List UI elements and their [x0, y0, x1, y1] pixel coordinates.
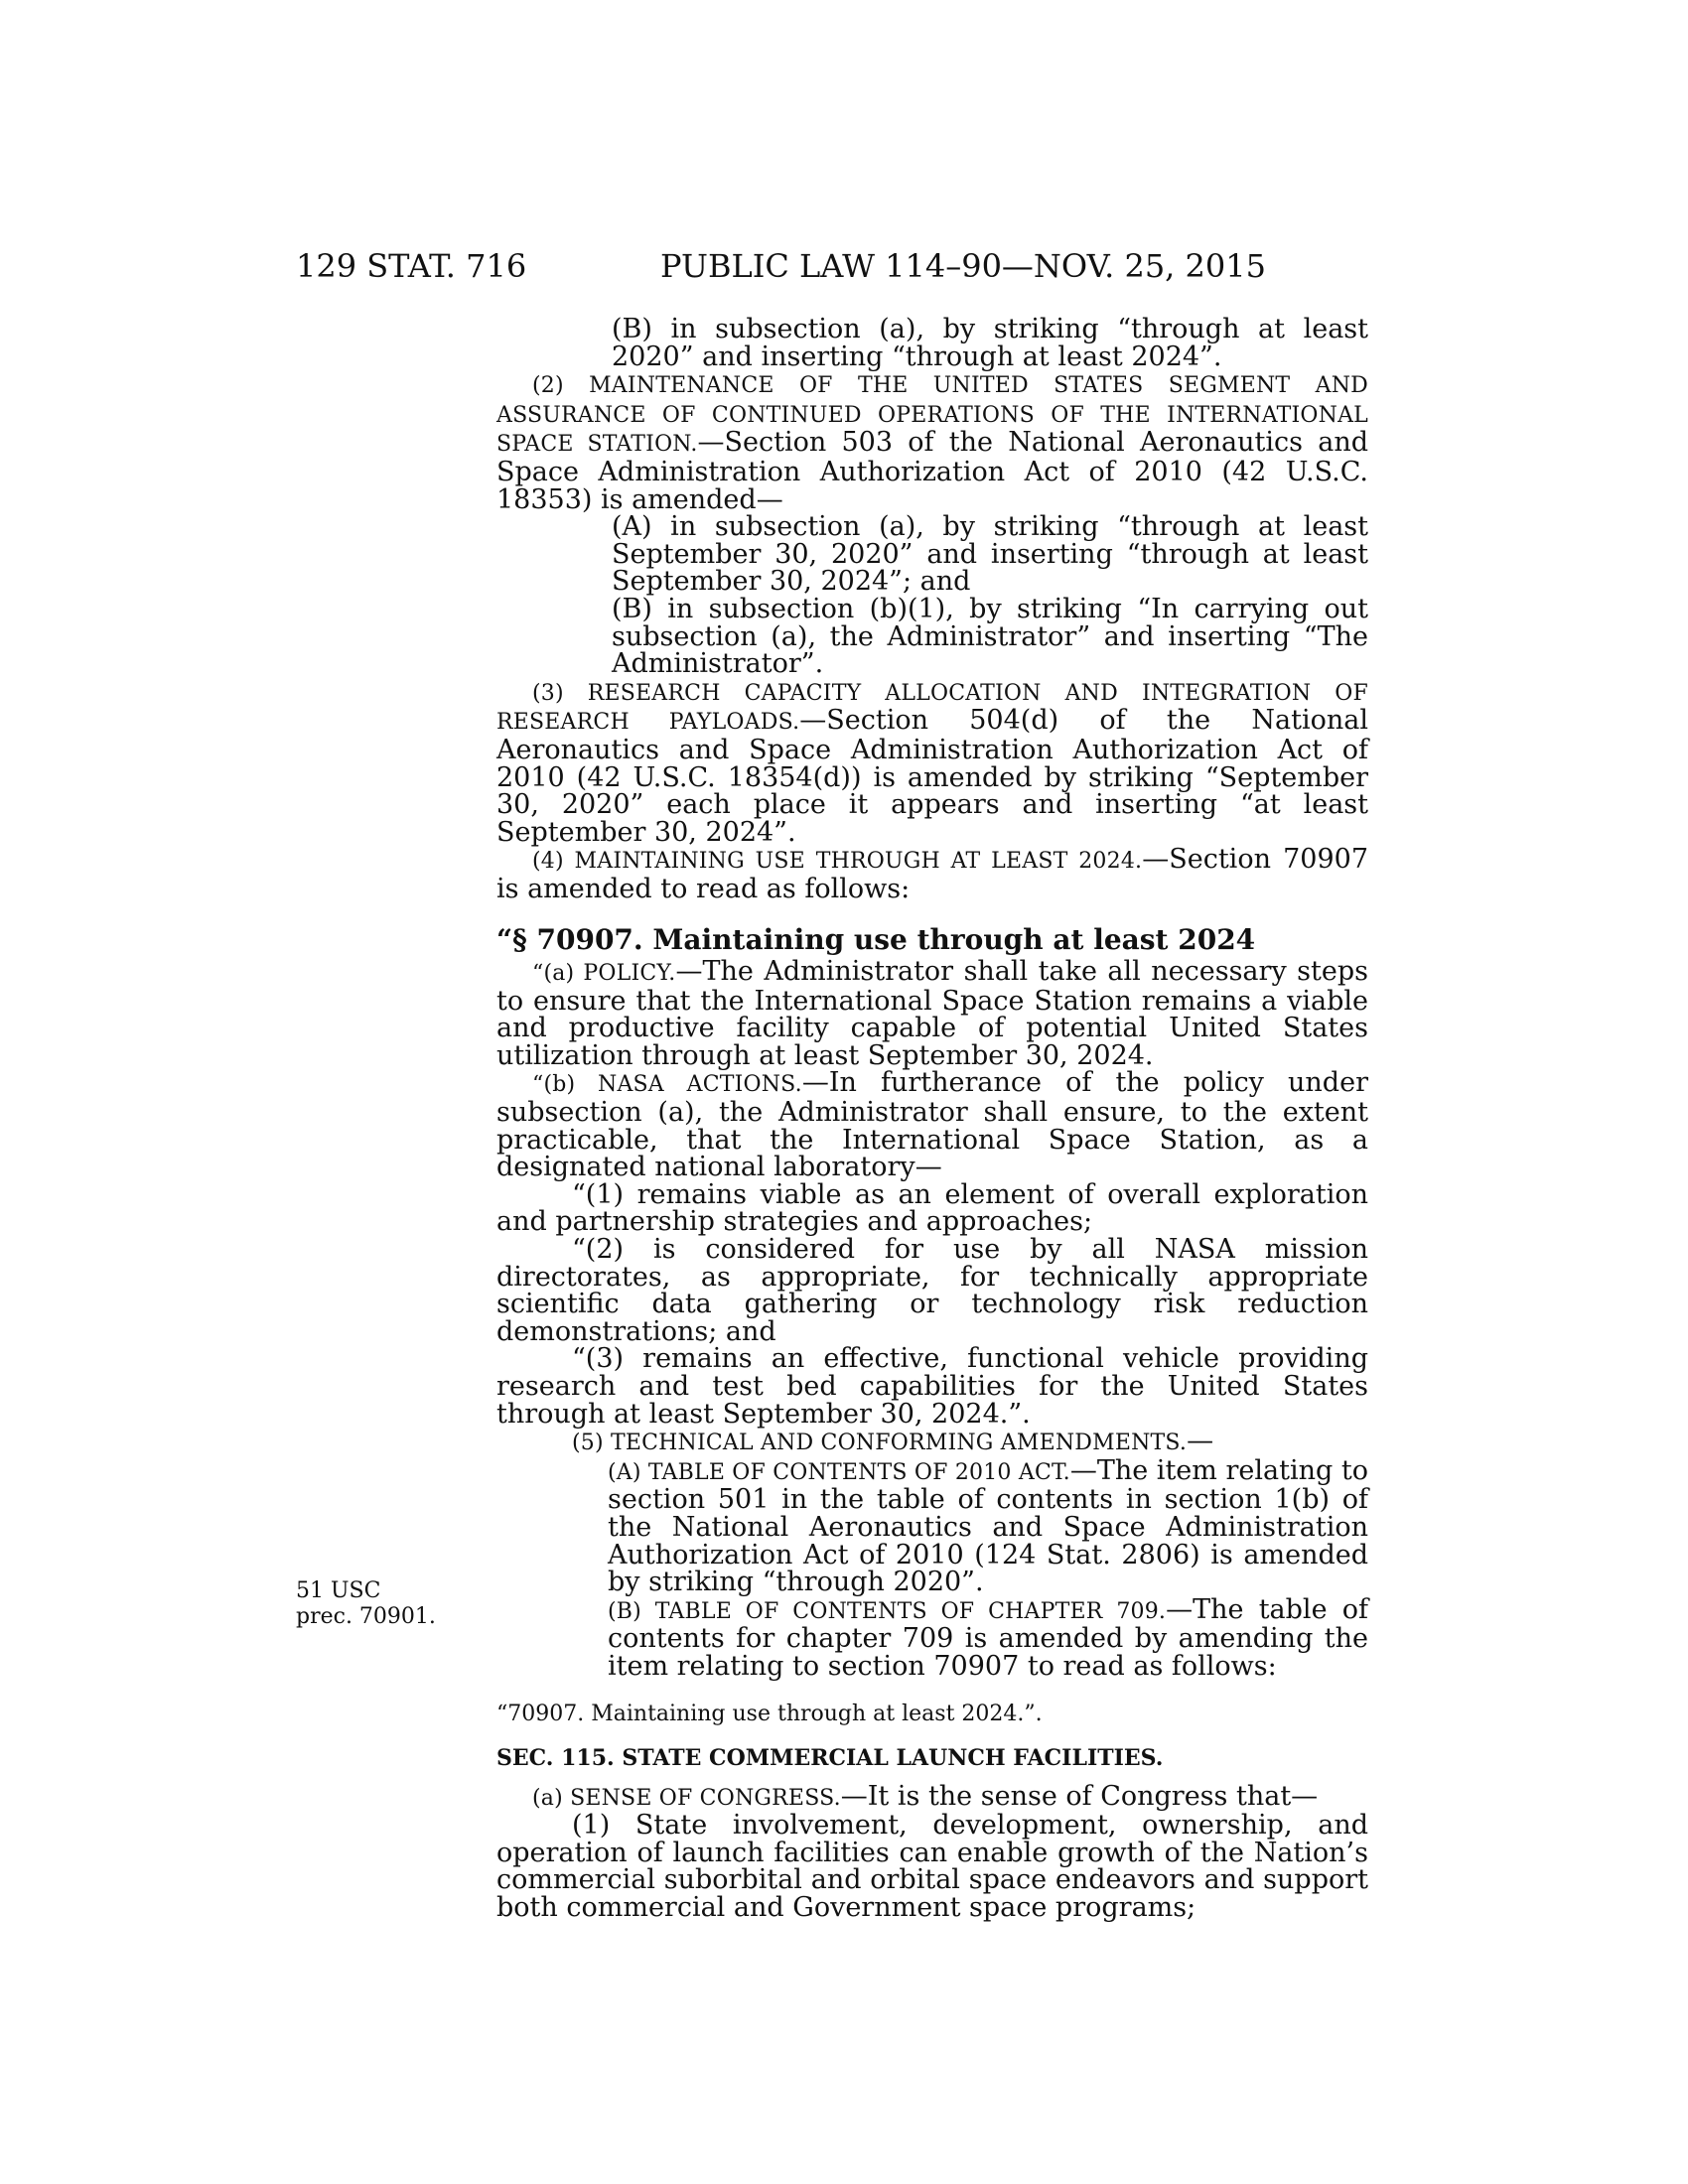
paragraph-text: —Section 70907 is amended to read as follows:: [496, 844, 1369, 904]
paragraph-heading: (3) RESEARCH CAPACITY ALLOCATION AND INTEGRATION OF RESEARCH PAYLOADS.: [496, 680, 1368, 736]
paragraph-heading: (4) MAINTAINING USE THROUGH AT LEAST 2024.: [532, 849, 1143, 875]
paragraph-5-technical-amendments: [496, 1428, 1368, 1457]
paragraph-text: —Section 504(d) of the National Aeronautics and Space Administration Authorization Act of 2010 (42 U.S.C. 18354(d)) is amended by striking “September 30, 2020” each place it appears and inserting “at least September 30, 2024”.: [496, 705, 1368, 848]
statute-page-number: 129 STAT. 716: [296, 247, 527, 285]
clause-heading: (B) TABLE OF CONTENTS OF CHAPTER 709.: [608, 1598, 1167, 1624]
subsection-heading: “(a) POLICY.: [532, 961, 676, 987]
paragraph-text: —Section 503 of the National Aeronautics and Space Administration Authorization Act of 2010 (42 U.S.C. 18353) is amended—: [496, 427, 1368, 515]
section-115-heading: SEC. 115. STATE COMMERCIAL LAUNCH FACILITIES.: [496, 1745, 1164, 1772]
item-1-remains-viable: “(1) remains viable as an element of overall exploration and partnership strategies and approaches;: [496, 1178, 1368, 1238]
subsection-b-nasa-actions: [496, 1067, 1368, 1183]
running-header: PUBLIC LAW 114–90—NOV. 25, 2015: [660, 247, 1266, 285]
clause-heading: (A) TABLE OF CONTENTS OF 2010 ACT.: [608, 1459, 1070, 1485]
clause-a-september: (A) in subsection (a), by striking “through at least September 30, 2020” and inserting “through at least September 30, 2024”; and: [612, 511, 1368, 598]
clause-b-table-of-contents-709: [496, 1593, 1369, 1682]
paragraph-3-research-capacity: [496, 678, 1368, 847]
margin-note: [296, 1578, 436, 1630]
subsection-heading: “(b) NASA ACTIONS.: [532, 1072, 802, 1098]
paragraph-heading: (2) MAINTENANCE OF THE UNITED STATES SEGMENT AND ASSURANCE OF CONTINUED OPERATIONS OF THE INTERNATIONAL SPACE STATION.: [496, 373, 1368, 458]
item-2-considered-for-use: “(2) is considered for use by all NASA mission directorates, as appropriate, for technically appropriate scientific data gathering or technology risk reduction demonstrations; and: [496, 1234, 1368, 1347]
subsection-text: —The Administrator shall take all necessary steps to ensure that the International Space Station remains a viable and productive facility capable of potential United States utilization through at least September 30, 2024.: [496, 956, 1368, 1071]
document-body: [496, 316, 1368, 1922]
subsection-text: —It is the sense of Congress that—: [840, 1780, 1319, 1812]
paragraph-2-maintenance: [496, 370, 1368, 513]
margin-note-line: prec. 70901.: [296, 1604, 436, 1629]
item-1-state-involvement: (1) State involvement, development, ownership, and operation of launch facilities can enable growth of the Nation’s commercial suborbital and orbital space endeavors and support both commercial and Government space programs;: [496, 1810, 1368, 1924]
subsection-a-policy: [496, 958, 1368, 1069]
subsection-text: —In furtherance of the policy under subsection (a), the Administrator shall ensure, to the extent practicable, that the International Space Station, as a designated national laboratory—: [496, 1067, 1368, 1183]
clause-b-administrator: (B) in subsection (b)(1), by striking “In carrying out subsection (a), the Administrator” and inserting “The Administrator”.: [612, 593, 1368, 680]
clause-text: —The table of contents for chapter 709 is amended by amending the item relating to section 70907 to read as follows:: [608, 1593, 1369, 1682]
clause-text: —The item relating to section 501 in the table of contents in section 1(b) of the National Aeronautics and Space Administration Authorization Act of 2010 (124 Stat. 2806) is amended by striking “through 2020”.: [608, 1454, 1368, 1598]
item-3-effective-vehicle: “(3) remains an effective, functional vehicle providing research and test bed capabilities for the United States through at least September 30, 2024.”.: [496, 1343, 1368, 1430]
section-70907-heading: “§ 70907. Maintaining use through at least 2024: [496, 923, 1256, 957]
paragraph-heading: (5) TECHNICAL AND CONFORMING AMENDMENTS.: [572, 1431, 1188, 1456]
clause-a-table-of-contents-2010: [496, 1454, 1368, 1598]
paragraph-text: —: [1187, 1426, 1214, 1457]
margin-note-line: 51 USC: [296, 1578, 381, 1603]
subsection-heading: (a) SENSE OF CONGRESS.: [532, 1785, 841, 1811]
subsection-a-sense-of-congress: [496, 1780, 1368, 1813]
clause-b-2020: (B) in subsection (a), by striking “through at least 2020” and inserting “through at least 2024”.: [612, 314, 1368, 372]
paragraph-4-maintaining-use: [496, 846, 1368, 902]
table-of-contents-item: “70907. Maintaining use through at least 2024.”.: [496, 1701, 1043, 1726]
